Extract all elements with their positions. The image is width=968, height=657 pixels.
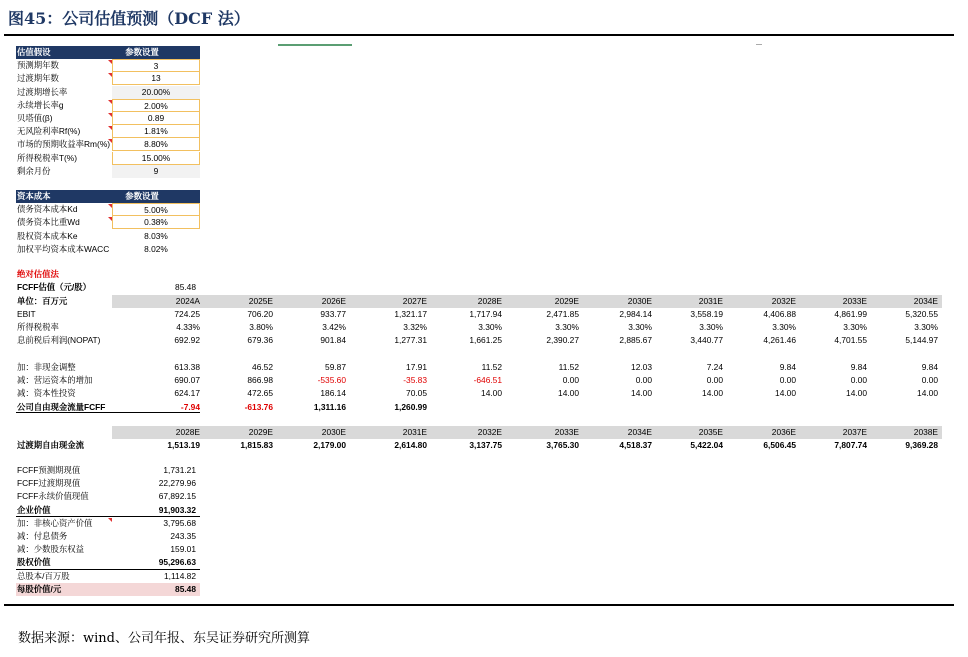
year-header: 2030E <box>627 296 652 306</box>
metric-value: 3.30% <box>843 322 867 333</box>
capital-label: 股权资本成本Ke <box>17 230 78 241</box>
year-header: 2026E <box>321 296 346 306</box>
summary-label: 股权价值 <box>17 557 51 568</box>
summary-value: 243.35 <box>170 531 196 541</box>
summary-label: 总股本/百万股 <box>17 570 70 581</box>
transition-value: 3,765.30 <box>546 440 579 450</box>
transition-value: 2,614.80 <box>394 440 427 450</box>
capital-value: 8.02% <box>112 243 200 256</box>
metric-value: 9.84 <box>850 362 867 372</box>
metric-label: 公司自由现金流量FCFF <box>17 401 106 412</box>
metric-value: 1,321.17 <box>394 309 427 319</box>
transition-value: 1,513.19 <box>167 440 200 450</box>
capital-value: 0.38% <box>112 216 200 229</box>
metric-value: 4.33% <box>176 322 200 333</box>
transition-year-header: 2037E <box>842 427 867 437</box>
assumption-label: 过渡期增长率 <box>17 86 68 97</box>
assumption-value: 20.00% <box>112 86 200 99</box>
metric-value: 0.00 <box>635 375 652 386</box>
metric-value: 1,277.31 <box>394 335 427 346</box>
metric-value: 3.42% <box>322 322 346 333</box>
summary-value: 67,892.15 <box>158 491 196 502</box>
summary-value: 1,731.21 <box>163 465 196 475</box>
assumption-label: 过渡期年数 <box>17 73 59 84</box>
metric-value: 9.84 <box>779 362 796 372</box>
year-header: 2024A <box>175 296 200 306</box>
metric-value: 70.05 <box>406 388 427 399</box>
assumption-value: 9 <box>112 165 200 178</box>
metric-value: 11.52 <box>558 362 579 372</box>
year-header: 2031E <box>698 296 723 306</box>
year-header: 2027E <box>402 296 427 306</box>
absolute-section-label: 绝对估值法 <box>17 269 59 279</box>
metric-value: 1,661.25 <box>469 335 502 346</box>
metric-value: 14.00 <box>558 388 579 399</box>
summary-value: 159.01 <box>170 544 196 555</box>
capital-label: 债务资本比重Wd <box>17 217 80 228</box>
summary-label: FCFF永续价值现值 <box>17 491 89 502</box>
metric-value: 4,406.88 <box>763 309 796 319</box>
metric-value: 14.00 <box>846 388 867 399</box>
summary-value: 95,296.63 <box>158 557 196 568</box>
metric-value: 3.32% <box>403 322 427 333</box>
metric-value: 14.00 <box>917 388 938 399</box>
metric-value: 5,144.97 <box>905 335 938 346</box>
year-header: 2029E <box>554 296 579 306</box>
transition-value: 1,815.83 <box>240 440 273 450</box>
transition-year-header: 2032E <box>477 427 502 437</box>
assumption-value: 0.89 <box>112 112 200 125</box>
capital-label: 加权平均资本成本WACC <box>17 243 110 254</box>
transition-year-header: 2036E <box>771 427 796 437</box>
transition-year-header: 2033E <box>554 427 579 437</box>
metric-value: -7.94 <box>180 401 200 412</box>
metric-value: 706.20 <box>247 309 273 319</box>
metric-value: 4,701.55 <box>834 335 867 346</box>
capital-value: 5.00% <box>112 203 200 216</box>
metric-value: 14.00 <box>702 388 723 399</box>
capital-header-label: 资本成本 <box>17 191 51 201</box>
year-header: 2025E <box>248 296 273 306</box>
transition-label: 过渡期自由现金流 <box>17 440 84 450</box>
comment-marker <box>108 113 112 117</box>
assumptions-header-param: 参数设置 <box>125 47 159 57</box>
metric-value: 624.17 <box>174 388 200 399</box>
summary-value: 3,795.68 <box>163 517 196 528</box>
transition-year-header: 2030E <box>321 427 346 437</box>
assumption-value: 13 <box>112 72 200 85</box>
metric-value: 0.00 <box>562 375 579 386</box>
assumption-value: 8.80% <box>112 138 200 151</box>
metric-value: 0.00 <box>850 375 867 386</box>
transition-year-header: 2029E <box>248 427 273 437</box>
metric-label: EBIT <box>17 309 36 319</box>
summary-label: 企业价值 <box>17 504 51 515</box>
metric-value: 14.00 <box>631 388 652 399</box>
metric-label: 息前税后利润(NOPAT) <box>17 335 101 346</box>
summary-value: 1,114.82 <box>164 570 196 581</box>
metric-value: 679.36 <box>247 335 273 346</box>
summary-label: 加：非核心资产价值 <box>17 517 93 528</box>
year-header: 2028E <box>477 296 502 306</box>
transition-year-header: 2034E <box>627 427 652 437</box>
transition-value: 5,422.04 <box>690 440 723 450</box>
fcff-underline <box>16 412 200 413</box>
metric-label: 加：非现金调整 <box>17 362 76 372</box>
metric-value: 3,558.19 <box>690 309 723 319</box>
metric-value: 59.87 <box>325 362 346 372</box>
metric-value: 1,260.99 <box>394 401 427 412</box>
comment-marker <box>108 518 112 522</box>
fcff-label: FCFF估值（元/股） <box>17 282 91 292</box>
metric-value: 3.30% <box>914 322 938 333</box>
assumption-label: 剩余月份 <box>17 165 51 176</box>
transition-value: 7,807.74 <box>834 440 867 450</box>
assumption-value: 1.81% <box>112 125 200 138</box>
metric-value: 866.98 <box>247 375 273 386</box>
metric-value: 12.03 <box>631 362 652 372</box>
metric-value: 3,440.77 <box>690 335 723 346</box>
metric-value: 3.30% <box>628 322 652 333</box>
metric-value: 2,885.67 <box>619 335 652 346</box>
year-header: 2033E <box>842 296 867 306</box>
metric-value: 3.30% <box>478 322 502 333</box>
comment-marker <box>108 60 112 64</box>
metric-label: 减：营运资本的增加 <box>17 375 93 386</box>
summary-label: 减：付息债务 <box>17 531 68 541</box>
comment-marker <box>108 73 112 77</box>
summary-value: 22,279.96 <box>158 478 196 489</box>
metric-value: 0.00 <box>921 375 938 386</box>
transition-value: 3,137.75 <box>469 440 502 450</box>
metric-value: 14.00 <box>775 388 796 399</box>
summary-label: 每股价值/元 <box>17 583 62 594</box>
transition-year-header: 2035E <box>698 427 723 437</box>
metric-value: 5,320.55 <box>905 309 938 319</box>
metric-value: 1,717.94 <box>469 309 502 319</box>
metric-value: 17.91 <box>406 362 427 372</box>
year-header: 2034E <box>913 296 938 306</box>
summary-value: 91,903.32 <box>158 504 196 515</box>
metric-value: 3.80% <box>249 322 273 333</box>
assumption-label: 市场的预期收益率Rm(%) <box>17 139 111 150</box>
metric-value: 2,390.27 <box>546 335 579 346</box>
transition-value: 9,369.28 <box>905 440 938 450</box>
assumptions-header-label: 估值假设 <box>17 47 51 57</box>
metric-value: 3.30% <box>772 322 796 333</box>
metric-label: 所得税税率 <box>17 322 59 333</box>
transition-value: 2,179.00 <box>313 440 346 450</box>
assumption-value: 3 <box>112 59 200 72</box>
transition-year-header: 2028E <box>175 427 200 437</box>
metric-value: 4,861.99 <box>834 309 867 319</box>
metric-value: 0.00 <box>779 375 796 386</box>
capital-label: 债务资本成本Kd <box>17 204 78 215</box>
comment-marker <box>108 126 112 130</box>
metric-value: 3.30% <box>699 322 723 333</box>
metric-value: 11.52 <box>481 362 502 372</box>
assumption-label: 无风险利率Rf(%) <box>17 126 81 137</box>
fcff-value: 85.48 <box>175 282 196 292</box>
comment-marker <box>108 204 112 208</box>
metric-value: 901.84 <box>320 335 346 346</box>
year-header: 2032E <box>771 296 796 306</box>
assumption-label: 永续增长率g <box>17 99 64 110</box>
unit-label: 单位：百万元 <box>17 296 68 306</box>
metric-value: 2,471.85 <box>546 309 579 319</box>
summary-label: FCFF过渡期现值 <box>17 478 81 489</box>
summary-label: 减：少数股东权益 <box>17 544 84 555</box>
comment-marker <box>108 217 112 221</box>
metric-value: 933.77 <box>320 309 346 319</box>
metric-value: 472.65 <box>247 388 273 399</box>
metric-value: -613.76 <box>244 401 273 412</box>
capital-value: 8.03% <box>112 230 200 243</box>
comment-marker <box>108 100 112 104</box>
source-note: 数据来源：wind、公司年报、东吴证券研究所测算 <box>18 631 310 646</box>
summary-label: FCFF预测期现值 <box>17 465 81 475</box>
metric-value: 690.07 <box>174 375 200 386</box>
transition-year-header: 2038E <box>913 427 938 437</box>
transition-value: 6,506.45 <box>763 440 796 450</box>
metric-value: 1,311.16 <box>313 401 346 412</box>
metric-value: 2,984.14 <box>619 309 652 319</box>
metric-value: -35.83 <box>403 375 427 386</box>
metric-value: 186.14 <box>320 388 346 399</box>
metric-value: 3.30% <box>555 322 579 333</box>
metric-value: -646.51 <box>473 375 502 386</box>
capital-header-param: 参数设置 <box>125 191 159 201</box>
metric-value: 613.38 <box>174 362 200 372</box>
metric-value: 4,261.46 <box>763 335 796 346</box>
metric-value: -535.60 <box>317 375 346 386</box>
summary-value: 85.48 <box>175 583 196 594</box>
assumption-label: 预测期年数 <box>17 60 59 71</box>
bottom-rule <box>4 604 954 606</box>
metric-value: 9.84 <box>921 362 938 372</box>
figure-title: 图45：公司估值预测（DCF 法） <box>8 9 250 28</box>
assumption-value: 2.00% <box>112 99 200 112</box>
metric-value: 46.52 <box>252 362 273 372</box>
assumption-label: 贝塔值(β) <box>17 113 53 123</box>
metric-value: 692.92 <box>174 335 200 346</box>
transition-year-header: 2031E <box>402 427 427 437</box>
metric-value: 724.25 <box>174 309 200 319</box>
metric-label: 减：资本性投资 <box>17 388 76 399</box>
metric-value: 7.24 <box>706 362 723 372</box>
comment-marker <box>108 139 112 143</box>
metric-value: 14.00 <box>481 388 502 399</box>
metric-value: 0.00 <box>706 375 723 386</box>
assumption-value: 15.00% <box>112 152 200 165</box>
assumption-label: 所得税税率T(%) <box>17 152 78 163</box>
transition-value: 4,518.37 <box>619 440 652 450</box>
